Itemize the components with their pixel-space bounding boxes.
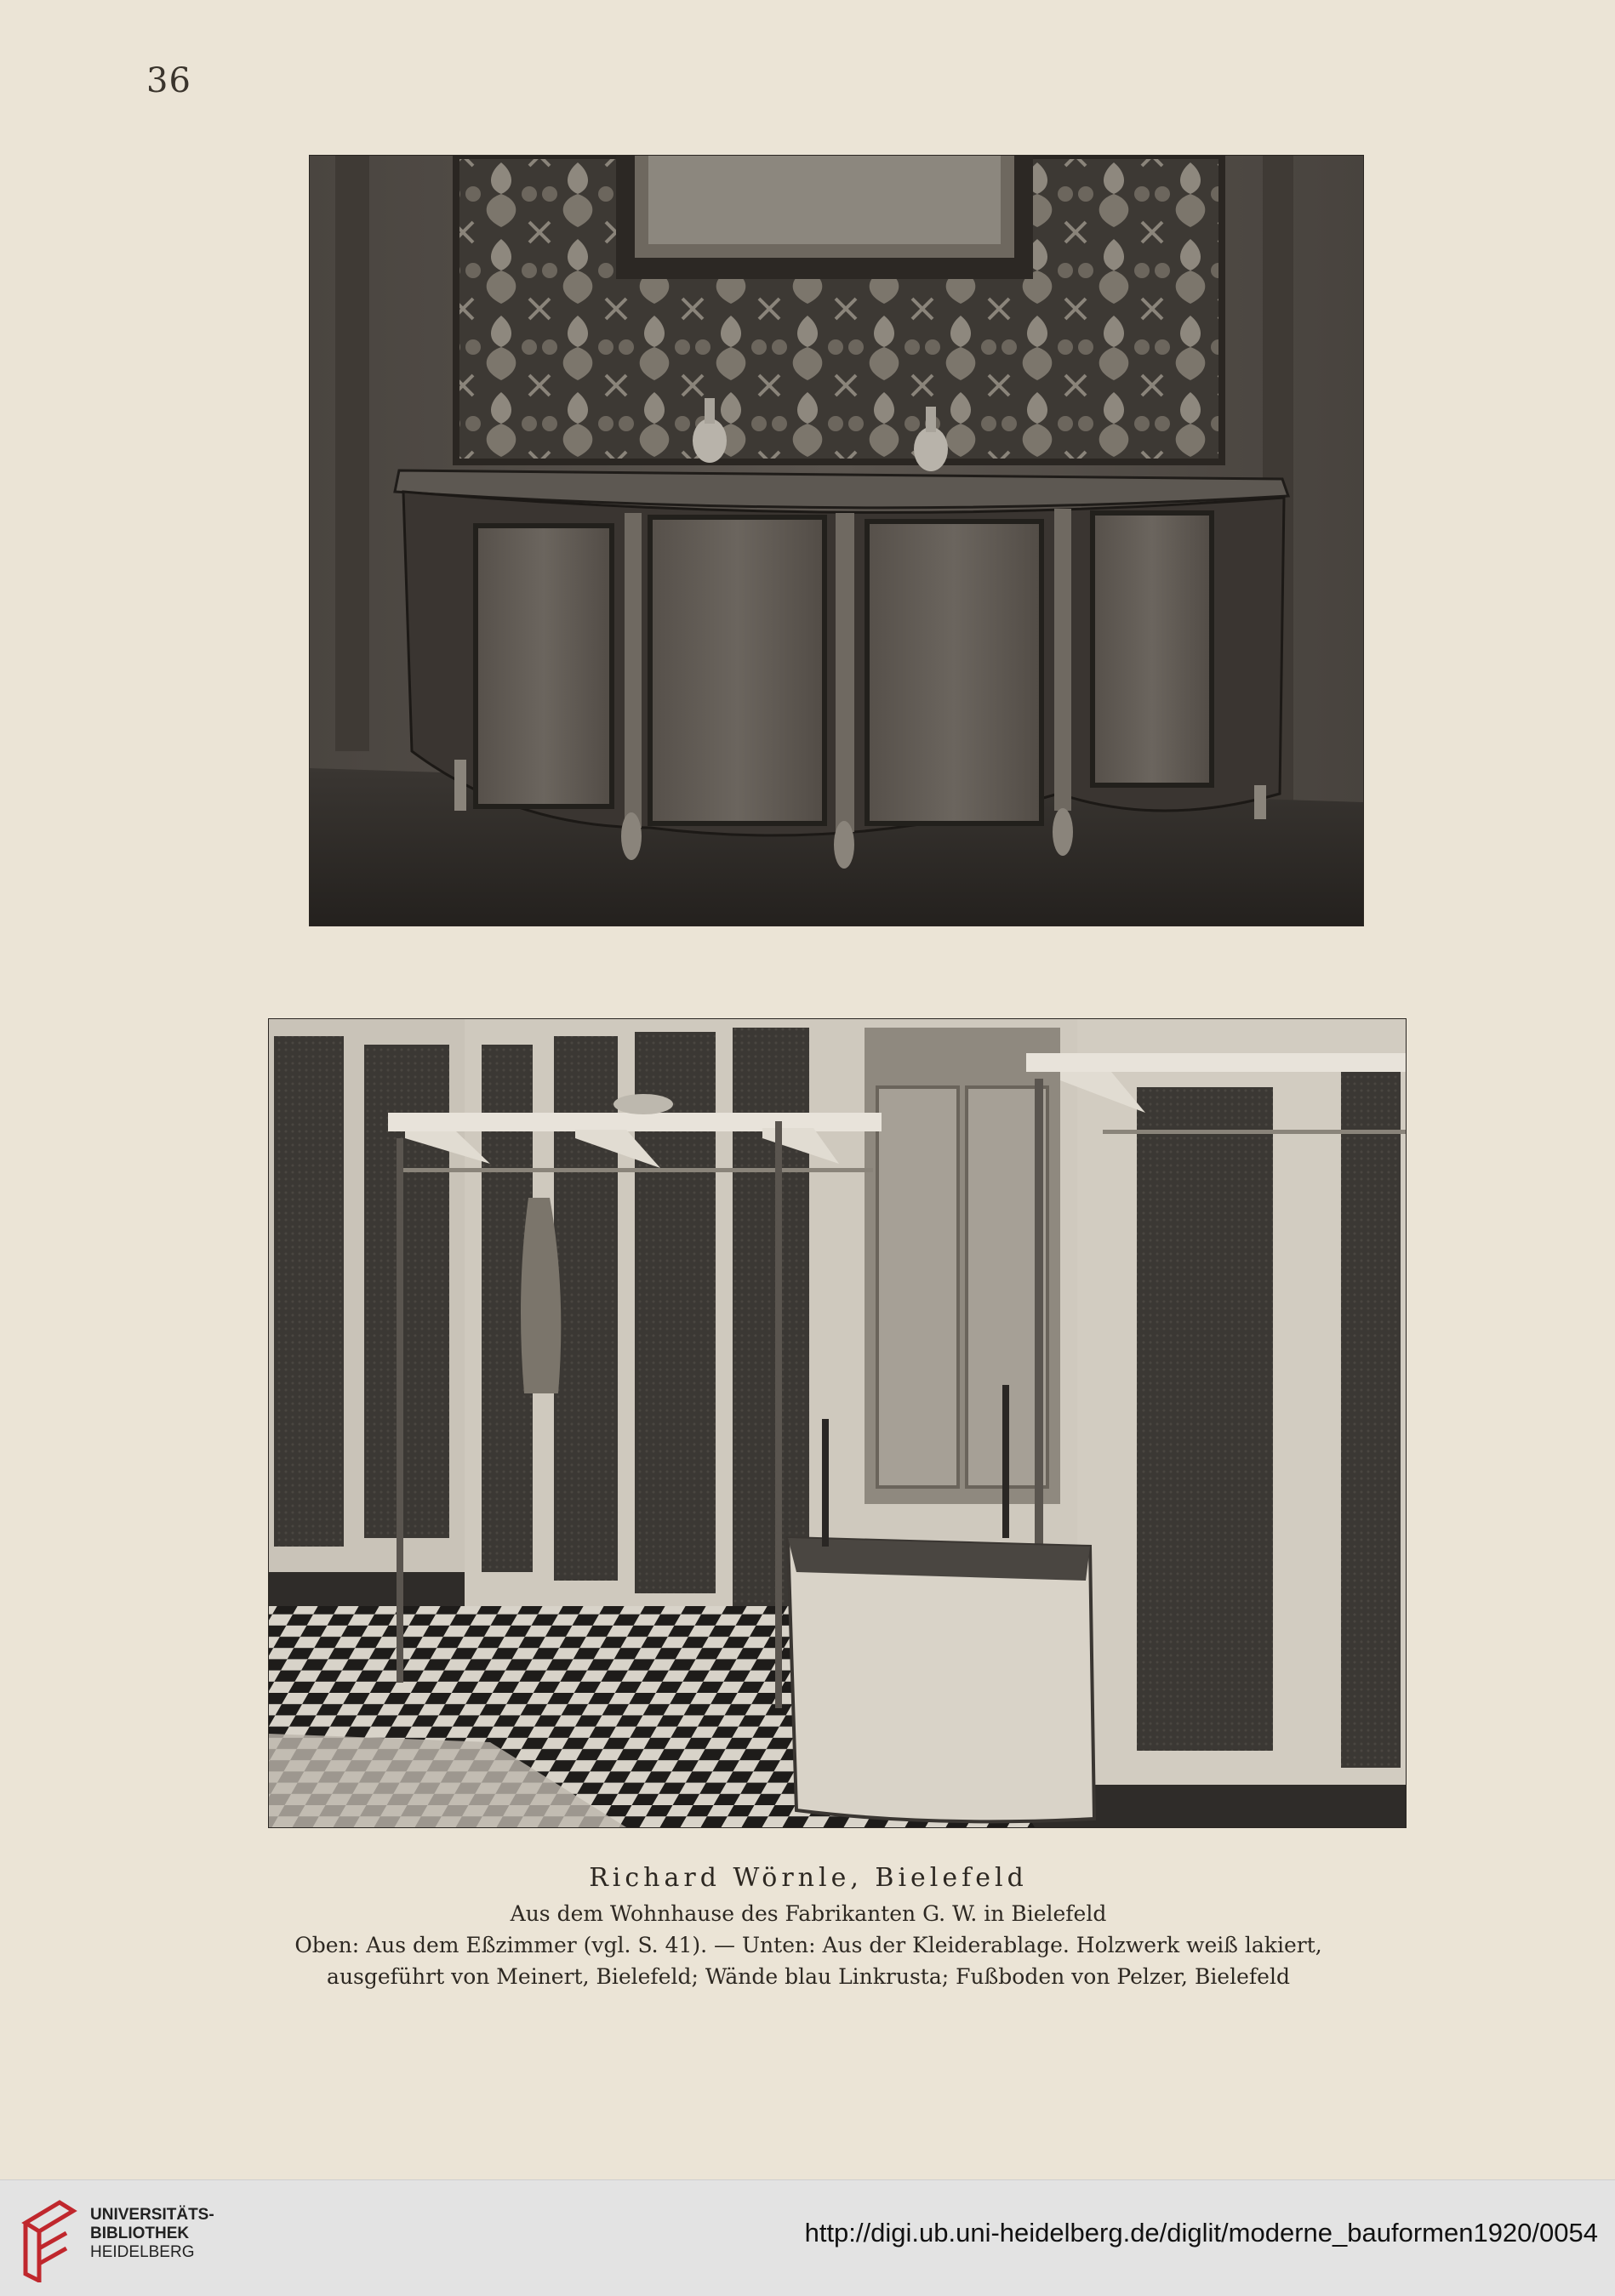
library-name-line2: BIBLIOTHEK xyxy=(90,2225,190,2242)
caption-description-line1: Oben: Aus dem Eßzimmer (vgl. S. 41). — Unten: Aus der Kleiderablage. Holzwerk weiß lakiert, xyxy=(294,1933,1322,1957)
source-url-link[interactable]: http://digi.ub.uni-heidelberg.de/diglit/moderne_bauformen1920/0054 xyxy=(804,2218,1598,2248)
library-logo-icon xyxy=(19,2197,80,2282)
library-name-line3: HEIDELBERG xyxy=(90,2243,195,2261)
page-number: 36 xyxy=(146,61,191,100)
caption-subtitle: Aus dem Wohnhause des Fabrikanten G. W. in Bielefeld xyxy=(510,1901,1107,1926)
library-footer-bar xyxy=(0,2179,1615,2296)
caption-description-line2: ausgeführt von Meinert, Bielefeld; Wände blau Linkrusta; Fußboden von Pelzer, Bielefeld xyxy=(327,1964,1290,1989)
caption-title: Richard Wörnle, Bielefeld xyxy=(589,1863,1028,1893)
sideboard-photo xyxy=(310,156,1363,926)
cloakroom-photo xyxy=(269,1019,1406,1827)
library-name xyxy=(90,2206,214,2262)
library-name-line1: UNIVERSITÄTS- xyxy=(90,2206,214,2224)
